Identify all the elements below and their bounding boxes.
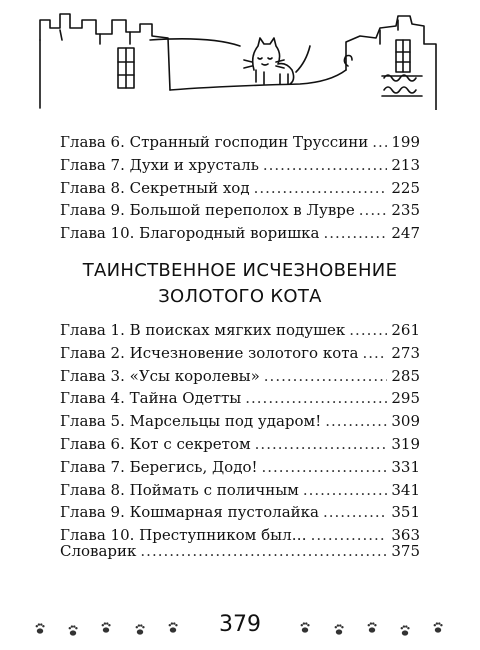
page-number: 379	[219, 612, 261, 637]
chapter-title: Глава 7. Берегись, Додо!	[60, 457, 258, 476]
leader-dots	[359, 199, 388, 222]
chapter-page: 199	[391, 133, 420, 151]
toc-continued-list	[60, 131, 420, 245]
chapter-title: Глава 9. Большой переполох в Лувре	[60, 201, 355, 220]
toc-entry	[60, 177, 420, 200]
leader-dots	[255, 433, 388, 456]
section-title	[40, 258, 440, 310]
toc-entry	[60, 199, 420, 222]
leader-dots	[245, 387, 387, 410]
toc-dictionary	[60, 540, 420, 563]
chapter-title: Глава 4. Тайна Одетты	[60, 389, 242, 408]
chapter-page: 273	[391, 343, 420, 362]
chapter-title: Глава 3. «Усы королевы»	[60, 366, 260, 385]
leader-dots	[323, 501, 387, 524]
chapter-page: 213	[391, 155, 420, 174]
toc-entry	[60, 342, 420, 365]
toc-entry	[60, 131, 420, 154]
chapter-page: 341	[391, 480, 420, 499]
toc-entry	[60, 433, 420, 456]
chapter-page: 363	[391, 526, 420, 545]
leader-dots	[303, 479, 388, 502]
chapter-page: 331	[391, 457, 420, 476]
chapter-title: Глава 9. Кошмарная пустолайка	[60, 503, 319, 522]
chapter-page: 295	[391, 389, 420, 408]
chapter-title: Глава 10. Преступником был…	[60, 526, 307, 545]
chapter-title: Глава 1. В поисках мягких подушек	[60, 321, 346, 339]
chapter-page: 309	[391, 412, 420, 431]
chapter-page: 247	[391, 224, 420, 243]
toc-entry	[60, 410, 420, 433]
chapter-title: Глава 8. Секретный ход	[60, 178, 250, 197]
chapter-page: 285	[391, 366, 420, 385]
chapter-title: Глава 6. Странный господин Труссини	[60, 133, 369, 151]
chapter-page: 351	[391, 503, 420, 522]
toc-entry	[60, 319, 420, 342]
leader-dots	[323, 222, 387, 245]
leader-dots	[254, 177, 388, 200]
toc-entry	[60, 387, 420, 410]
chapter-page: 261	[391, 321, 420, 339]
dictionary-title: Словарик	[60, 542, 137, 560]
leader-dots	[263, 154, 387, 177]
dictionary-page: 375	[391, 542, 420, 560]
leader-dots	[372, 131, 387, 154]
chapter-page: 319	[391, 434, 420, 453]
chapter-title: Глава 10. Благородный воришка	[60, 224, 320, 243]
leader-dots	[349, 319, 387, 342]
leader-dots	[140, 540, 387, 563]
section-title-line2: ЗОЛОТОГО КОТА	[158, 286, 322, 307]
toc-entry	[60, 365, 420, 388]
toc-entry	[60, 154, 420, 177]
section-title-line1: ТАИНСТВЕННОЕ ИСЧЕЗНОВЕНИЕ	[82, 260, 398, 281]
chapter-title: Глава 6. Кот с секретом	[60, 434, 251, 453]
toc-entry	[60, 479, 420, 502]
leader-dots	[325, 410, 387, 433]
toc-entry	[60, 540, 420, 563]
toc-entry	[60, 501, 420, 524]
toc-entry	[60, 222, 420, 245]
chapter-title: Глава 5. Марсельцы под ударом!	[60, 412, 322, 431]
chapter-title: Глава 2. Исчезновение золотого кота	[60, 343, 359, 362]
leader-dots	[264, 365, 388, 388]
toc-list	[60, 319, 420, 547]
chapter-page: 225	[391, 178, 420, 197]
leader-dots	[363, 342, 388, 365]
chapter-page: 235	[391, 201, 420, 220]
chapter-title: Глава 8. Поймать с поличным	[60, 480, 299, 499]
toc-entry	[60, 456, 420, 479]
leader-dots	[262, 456, 388, 479]
rooftop-cat-illustration	[0, 0, 480, 110]
chapter-title: Глава 7. Духи и хрусталь	[60, 155, 259, 174]
